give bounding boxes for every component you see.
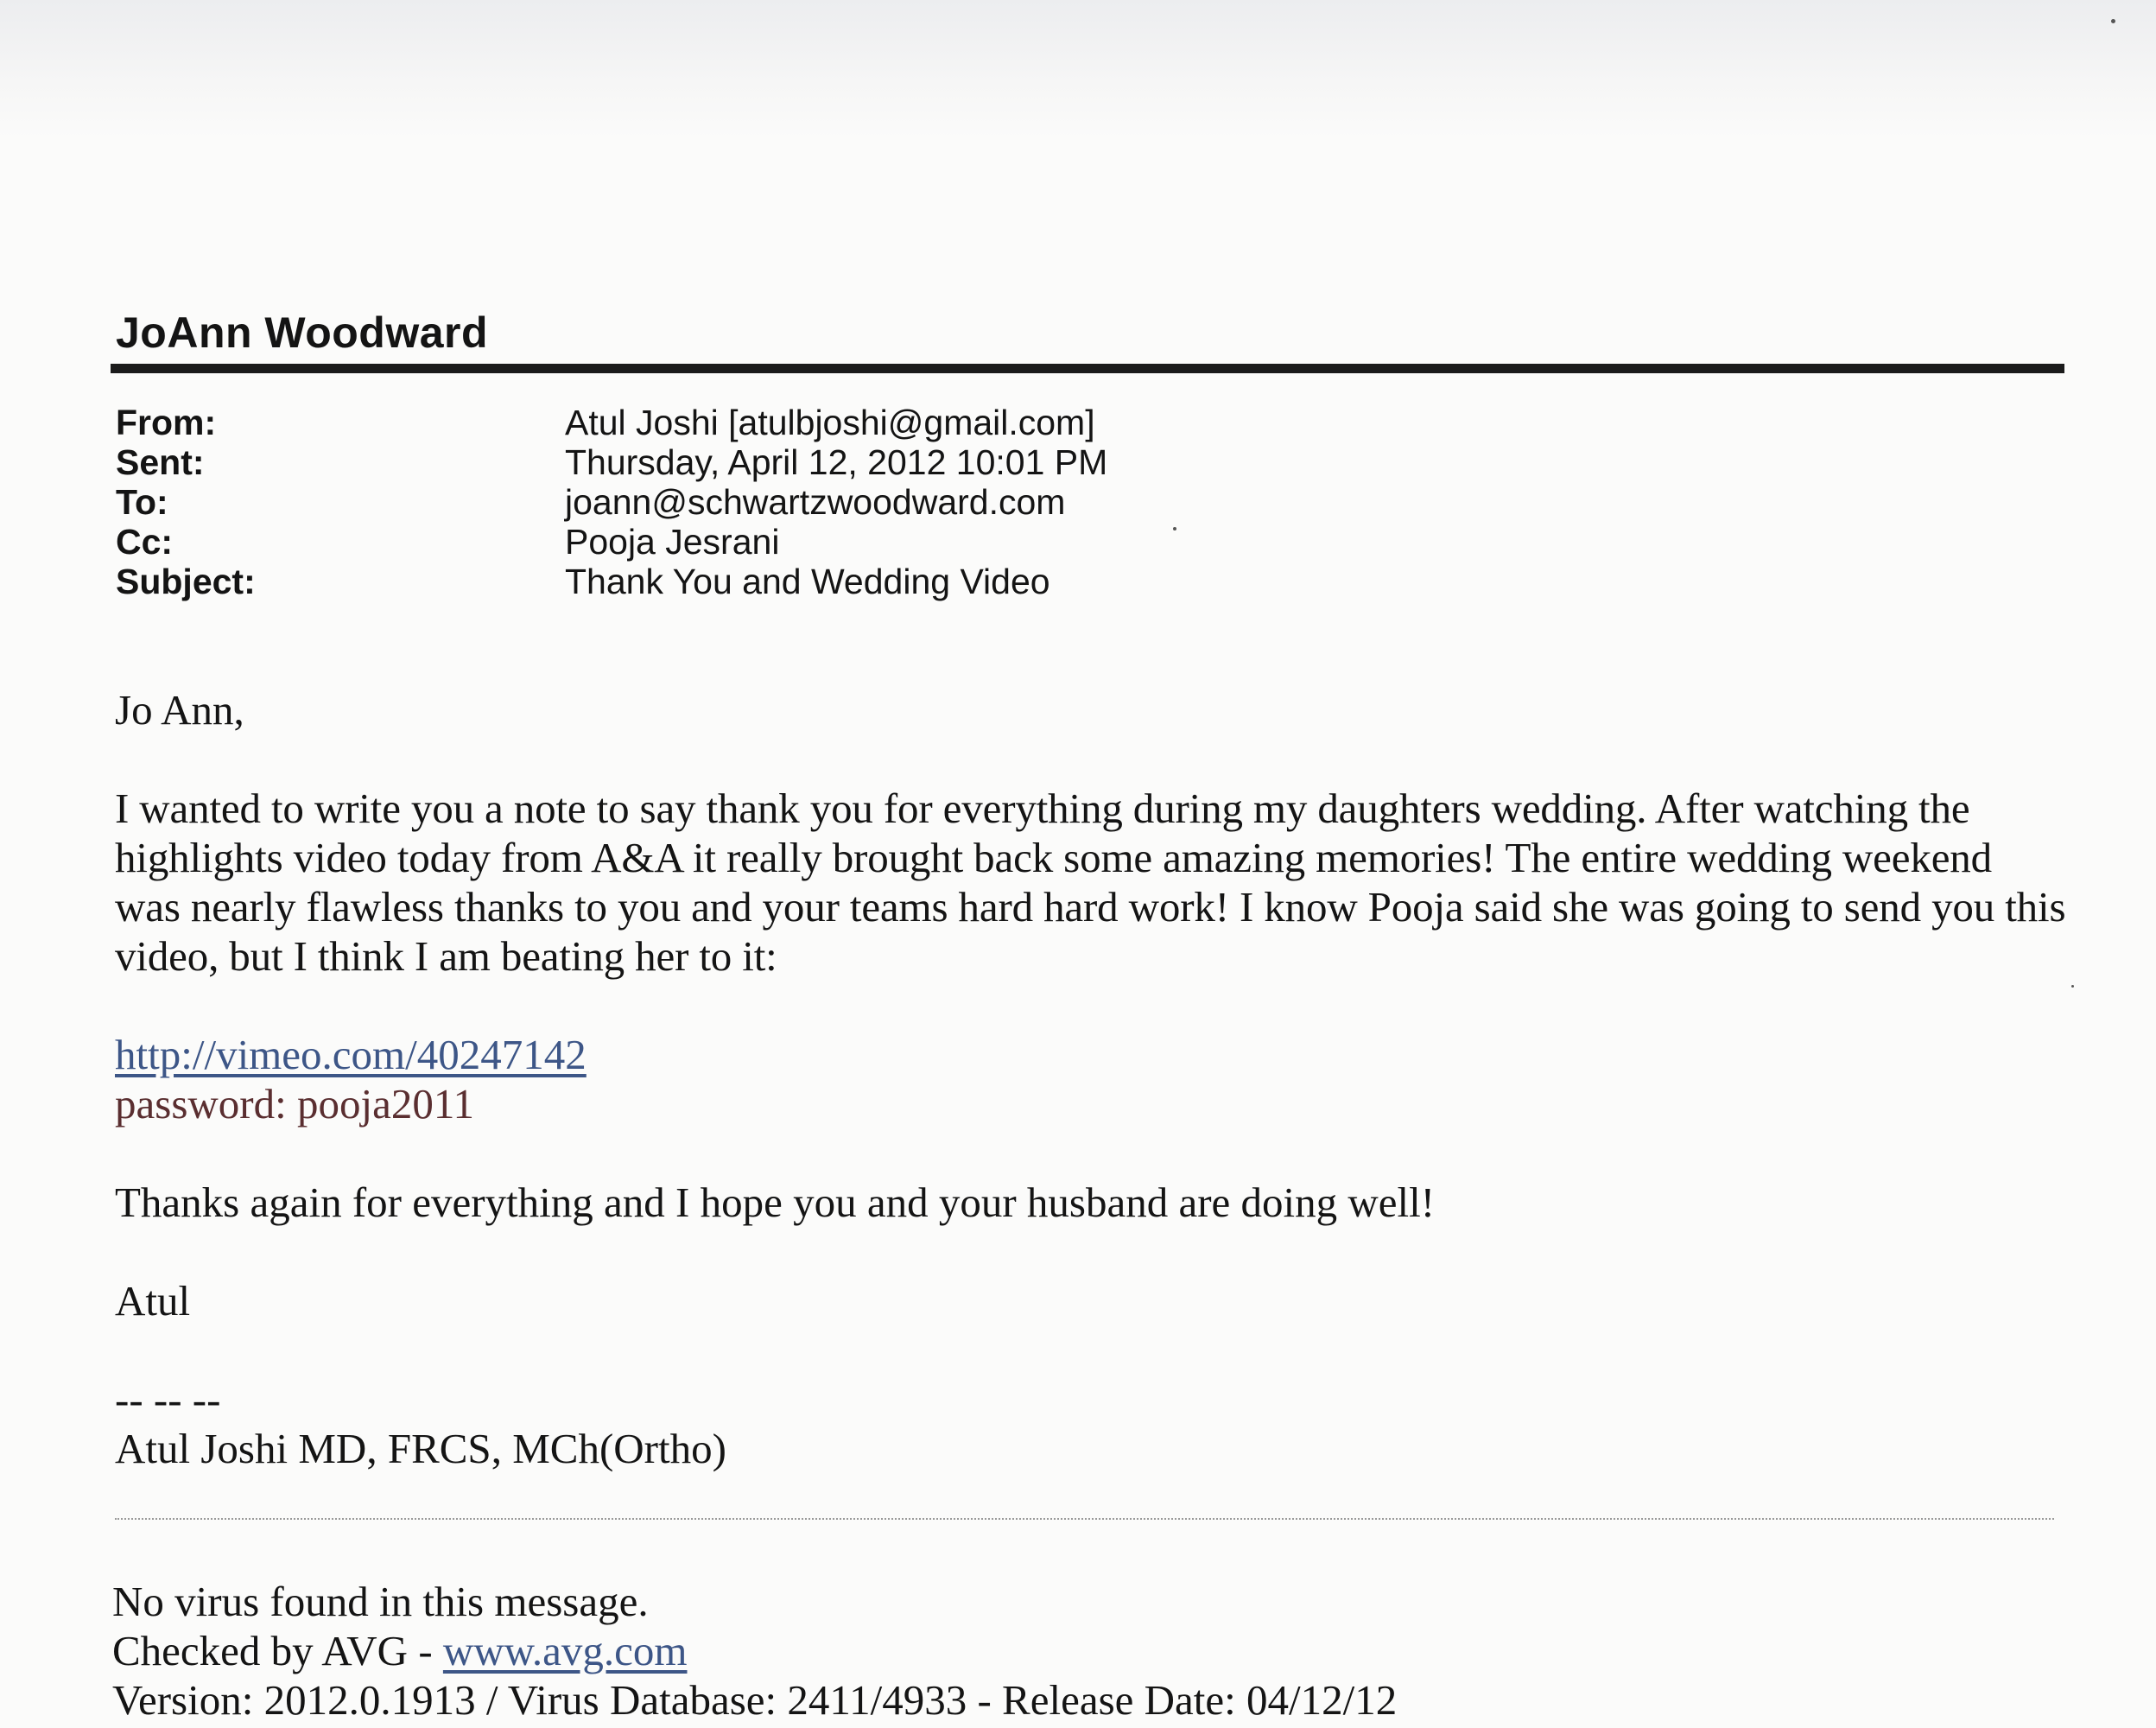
subject-label: Subject: (116, 562, 256, 601)
antivirus-footer (112, 1577, 1397, 1725)
to-value: joann@schwartzwoodward.com (565, 482, 1066, 522)
scan-speck (2111, 19, 2115, 23)
page-top-shade (0, 0, 2156, 138)
from-row (116, 403, 1107, 442)
signature-separator: -- -- -- (115, 1375, 221, 1423)
header-rule (111, 364, 2064, 373)
sent-label: Sent: (116, 442, 205, 482)
version-line: Version: 2012.0.1913 / Virus Database: 2411/4933 - Release Date: 04/12/12 (112, 1676, 1398, 1724)
body-paragraph: I wanted to write you a note to say thank you for everything during my daughters wedding. After watching the highlights video today from A&A it really brought back some amazing memories! The entire wedding weekend was nearly flawless thanks to you and your teams hard hard work! I know Pooja said she was going to send you this video, but I think I am beating her to it: (115, 785, 2066, 980)
email-metadata (116, 403, 1107, 601)
email-body (115, 685, 2067, 1473)
print-header (111, 307, 2064, 373)
sign-off: Atul (115, 1277, 191, 1325)
checked-by-line (112, 1626, 1397, 1675)
signature-full-name: Atul Joshi MD, FRCS, MCh(Ortho) (115, 1425, 726, 1472)
video-link[interactable]: http://vimeo.com/40247142 (115, 1031, 587, 1078)
cc-label: Cc: (116, 522, 174, 562)
avg-link[interactable]: www.avg.com (442, 1627, 688, 1674)
greeting: Jo Ann, (115, 686, 244, 734)
mailbox-owner-name: JoAnn Woodward (116, 308, 489, 357)
subject-value: Thank You and Wedding Video (565, 562, 1050, 601)
cc-value: Pooja Jesrani (565, 522, 780, 562)
from-value: Atul Joshi [atulbjoshi@gmail.com] (565, 403, 1095, 442)
footer-divider (115, 1518, 2054, 1520)
checked-by-prefix: Checked by AVG - (112, 1627, 443, 1674)
cc-row (116, 522, 1107, 562)
sent-value: Thursday, April 12, 2012 10:01 PM (565, 442, 1108, 482)
to-label: To: (116, 482, 168, 522)
scan-speck (2071, 985, 2074, 988)
from-label: From: (116, 403, 217, 442)
password-line: password: pooja2011 (115, 1080, 474, 1128)
virus-status-line: No virus found in this message. (112, 1578, 649, 1625)
thanks-line: Thanks again for everything and I hope you and your husband are doing well! (115, 1178, 1436, 1226)
to-row (116, 482, 1107, 522)
subject-row (116, 562, 1107, 601)
scan-speck (1173, 527, 1176, 530)
sent-row (116, 442, 1107, 482)
video-link-line (115, 1030, 2067, 1079)
